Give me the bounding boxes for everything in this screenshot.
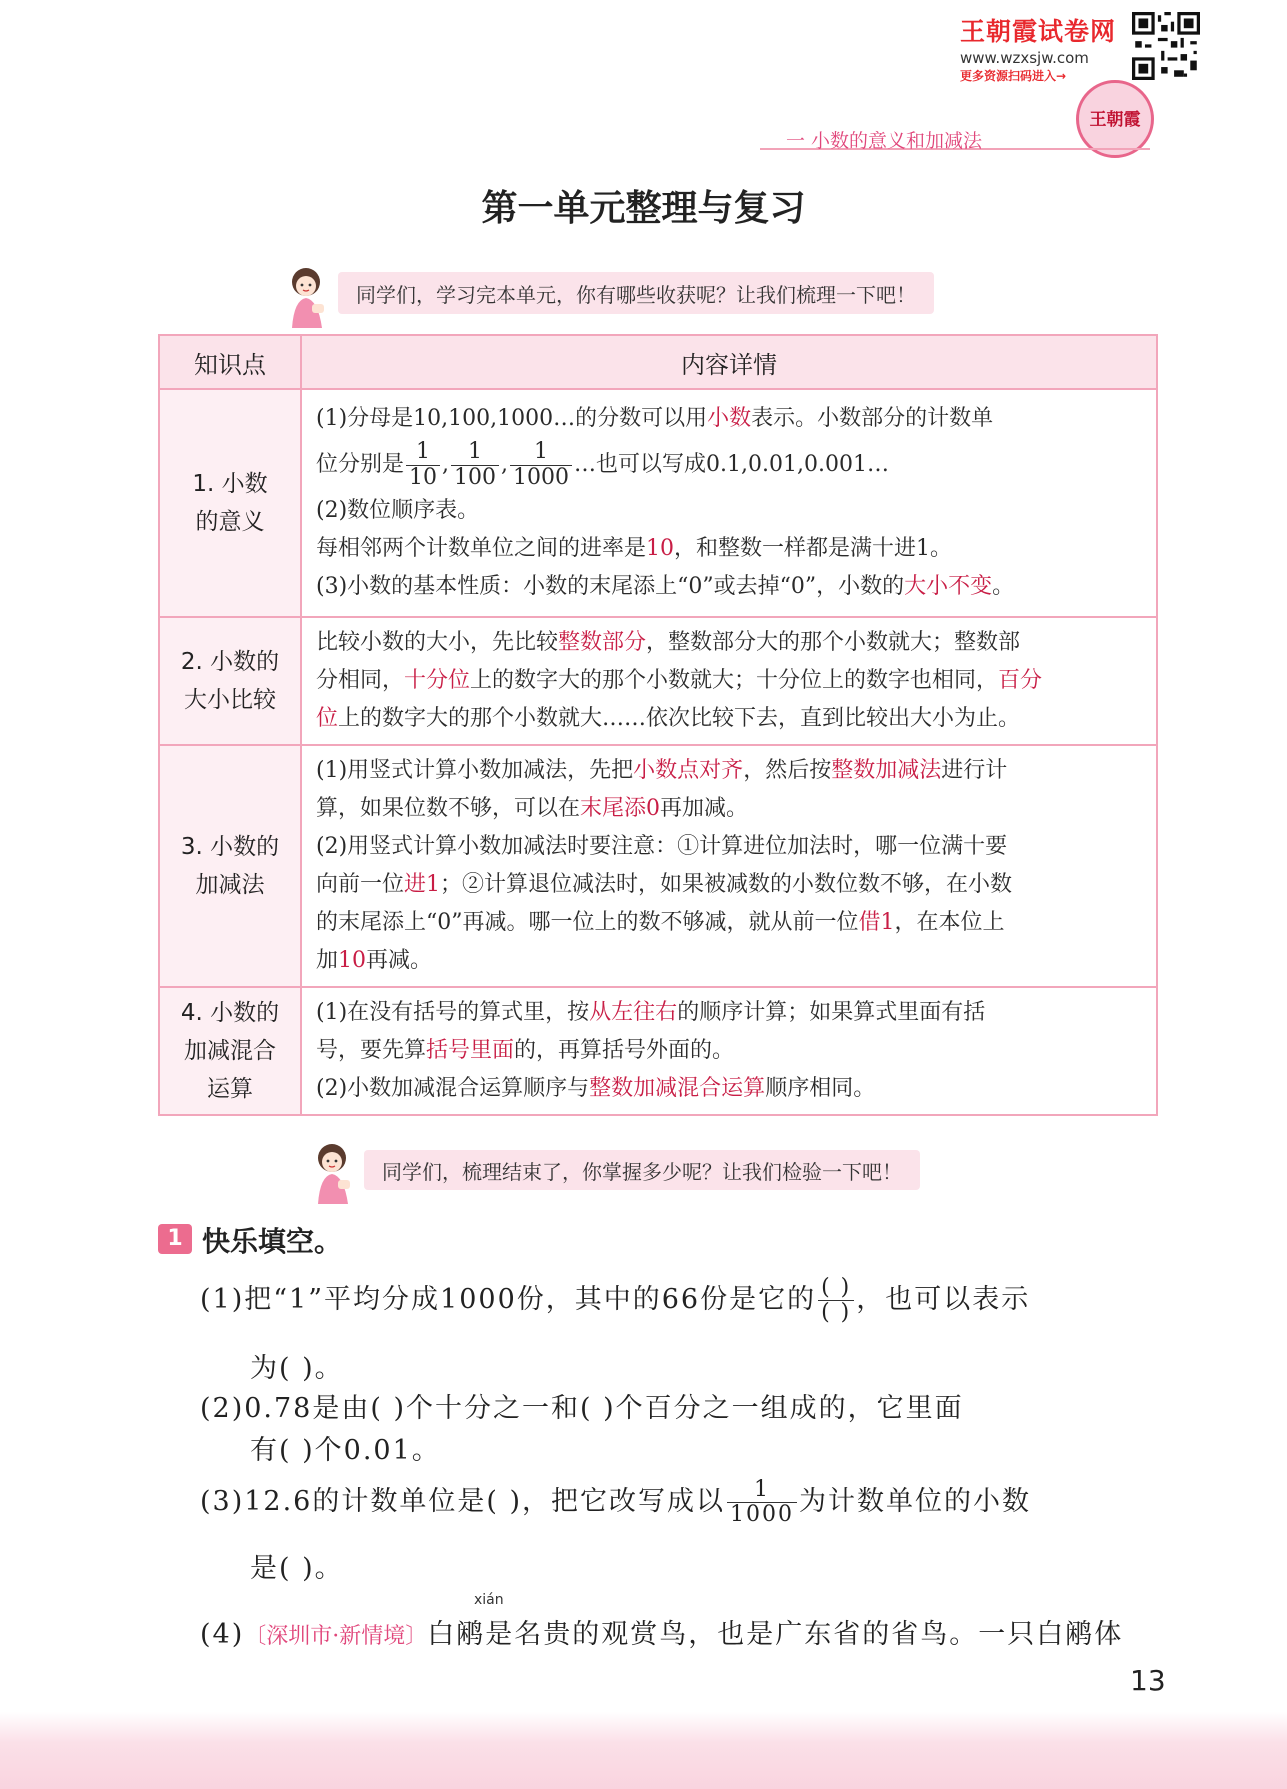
teacher-avatar-icon — [308, 1140, 360, 1204]
fraction-denominator[interactable]: ( ) — [821, 1300, 852, 1326]
brand-title: 王朝霞试卷网 — [960, 17, 1117, 46]
text: 加 — [316, 948, 339, 973]
highlight: 10 — [338, 948, 367, 973]
chapter-tag: 一 小数的意义和加减法 — [786, 130, 983, 152]
text: 。 — [992, 574, 1015, 599]
highlight: 10 — [646, 536, 675, 561]
text: ，和整数一样都是满十进1。 — [674, 536, 953, 561]
table-row — [159, 745, 1157, 987]
text: 的，再算括号外面的。 — [514, 1038, 735, 1063]
table-row — [159, 617, 1157, 745]
check-bubble: 同学们，梳理结束了，你掌握多少呢？让我们检验一下吧！ — [364, 1150, 920, 1190]
fraction-numerator[interactable]: ( ) — [818, 1276, 854, 1301]
topic-line: 3. 小数的 — [180, 834, 280, 860]
text: 表示。小数部分的计数单 — [751, 406, 994, 431]
question-text: 白鹇是名贵的观赏鸟，也是广东省的省鸟。一只白鹇体 — [427, 1619, 1124, 1650]
content-cell — [301, 617, 1157, 745]
topic-line: 加减法 — [195, 872, 265, 898]
text: 顺序相同。 — [765, 1076, 876, 1101]
fraction — [406, 440, 440, 489]
text: 比较小数的大小，先比较 — [316, 630, 559, 655]
brand-url[interactable]: www.wzxsjw.com — [960, 49, 1089, 67]
brand-block — [960, 12, 1130, 84]
text: 上的数字大的那个小数就大……依次比较下去，直到比较出大小为止。 — [338, 706, 1021, 731]
scene-tag: 〔深圳市·新情境〕 — [244, 1624, 428, 1649]
question-number: (4) — [200, 1619, 245, 1650]
page-title: 第一单元整理与复习 — [481, 188, 806, 229]
text: …也可以写成0.1,0.01,0.001… — [574, 452, 889, 477]
intro-bubble: 同学们，学习完本单元，你有哪些收获呢？让我们梳理一下吧！ — [338, 272, 934, 314]
highlight: 进1 — [404, 872, 441, 897]
question-2-line-1[interactable]: (2)0.78是由( )个十分之一和( )个百分之一组成的，它里面 — [200, 1393, 964, 1424]
text: 号，要先算 — [316, 1038, 427, 1063]
fraction-numerator: 1 — [510, 440, 572, 465]
text: 再加减。 — [660, 796, 749, 821]
knowledge-table — [158, 334, 1158, 1116]
text: ；②计算退位减法时，如果被减数的小数位数不够，在小数 — [440, 872, 1013, 897]
text: 上的数字大的那个小数就大；十分位上的数字也相同， — [470, 668, 999, 693]
text: (1)在没有括号的算式里，按 — [316, 1000, 590, 1025]
fraction — [451, 440, 499, 489]
topic-line: 大小比较 — [184, 687, 276, 713]
text: 的顺序计算；如果算式里面有括 — [677, 1000, 986, 1025]
topic-line: 2. 小数的 — [180, 649, 280, 675]
fraction — [727, 1478, 797, 1527]
question-text: (3)12.6的计数单位是( )，把它改写成以 — [200, 1486, 726, 1518]
text: ，然后按 — [743, 758, 832, 783]
topic-line: 加减混合 — [184, 1038, 276, 1064]
question-4-line-1 — [200, 1612, 1123, 1651]
brand-tag: 更多资源扫码进入→ — [960, 69, 1067, 83]
topic-cell — [159, 617, 301, 745]
topic-line: 的意义 — [195, 509, 265, 535]
topic-cell — [159, 389, 301, 617]
qr-code-icon[interactable] — [1132, 12, 1200, 80]
topic-cell — [159, 745, 301, 987]
table-row — [159, 987, 1157, 1115]
topic-line: 1. 小数 — [192, 471, 268, 497]
fraction-denominator: 10 — [409, 464, 438, 490]
text: 分相同， — [316, 668, 405, 693]
section-number-badge: 1 — [158, 1224, 192, 1254]
teacher-avatar-icon — [282, 264, 334, 328]
topic-cell — [159, 987, 301, 1115]
question-1-line-2[interactable]: 为( )。 — [250, 1353, 344, 1384]
content-cell — [301, 745, 1157, 987]
question-text: (1)把“1”平均分成1000份，其中的66份是它的 — [200, 1284, 817, 1316]
text: (1)分母是10,100,1000…的分数可以用 — [316, 406, 708, 431]
highlight: 百分 — [998, 668, 1043, 693]
highlight: 位 — [316, 706, 339, 731]
topic-line: 4. 小数的 — [180, 1000, 280, 1026]
highlight: 借1 — [858, 910, 895, 935]
text: (2)用竖式计算小数加减法时要注意：①计算进位加法时，哪一位满十要 — [316, 834, 1008, 859]
highlight: 小数 — [707, 406, 752, 431]
fraction-numerator: 1 — [451, 440, 499, 465]
section-title: 快乐填空。 — [202, 1225, 343, 1258]
content-cell: (1)分母是10,100,1000…的分数可以用小数表示。小数部分的计数单 位分别是 $\frac{1}{10}$ , $\frac{1}{100}$ , $\frac{1}{1000}$ …也可以写成0.1,0.01,0.001… (2)数位顺序表。 每相邻两个计数单位之间的进率是10，和整数一样都是满十进1。 (3)小数的基本性质：小数的末尾添上“0”或去掉“0”，小数的大小不变。 — [301, 389, 1157, 617]
fraction — [510, 440, 572, 489]
text: (3)小数的基本性质：小数的末尾添上“0”或去掉“0”，小数的 — [316, 574, 905, 599]
table-header-content: 内容详情 — [301, 335, 1157, 389]
topic-line: 运算 — [207, 1076, 253, 1102]
highlight: 小数点对齐 — [633, 758, 744, 783]
highlight: 整数加减法 — [831, 758, 942, 783]
text: 的末尾添上“0”再减。哪一位上的数不够减，就从前一位 — [316, 910, 859, 935]
fraction-denominator: 100 — [454, 464, 497, 490]
text: ，整数部分大的那个小数就大；整数部 — [646, 630, 1021, 655]
table-header-topic: 知识点 — [159, 335, 301, 389]
table-row — [159, 389, 1157, 617]
text: 位分别是 — [316, 452, 405, 477]
text: 向前一位 — [316, 872, 405, 897]
text: (1)用竖式计算小数加减法，先把 — [316, 758, 634, 783]
fraction-denominator: 1000 — [513, 464, 570, 490]
answer-fraction-blank[interactable] — [818, 1276, 854, 1325]
highlight: 十分位 — [404, 668, 471, 693]
text: 算，如果位数不够，可以在 — [316, 796, 581, 821]
question-text: 为计数单位的小数 — [799, 1486, 1032, 1518]
table-header-row — [159, 335, 1157, 389]
text: 每相邻两个计数单位之间的进率是 — [316, 536, 647, 561]
text: (2)数位顺序表。 — [316, 498, 480, 523]
question-3-line-1[interactable] — [200, 1478, 1031, 1527]
question-text: ，也可以表示 — [856, 1284, 1031, 1316]
brand-stamp — [1076, 80, 1154, 158]
fraction-numerator: 1 — [727, 1478, 797, 1503]
text: 再减。 — [366, 948, 433, 973]
text: 进行计 — [941, 758, 1008, 783]
highlight: 末尾添0 — [580, 796, 661, 821]
fraction-denominator: 1000 — [730, 1502, 795, 1528]
highlight: 从左往右 — [589, 1000, 678, 1025]
text: ，在本位上 — [894, 910, 1005, 935]
question-1-line-1 — [200, 1276, 1030, 1325]
question-3-line-2[interactable]: 是( )。 — [250, 1553, 344, 1584]
highlight: 括号里面 — [426, 1038, 515, 1063]
page-number: 13 — [1130, 1664, 1166, 1697]
highlight: 整数部分 — [558, 630, 647, 655]
text: (2)小数加减混合运算顺序与 — [316, 1076, 590, 1101]
highlight: 整数加减混合运算 — [589, 1076, 766, 1101]
question-2-line-2[interactable]: 有( )个0.01。 — [250, 1435, 441, 1466]
bottom-decoration — [0, 1712, 1287, 1789]
content-cell — [301, 987, 1157, 1115]
highlight: 大小不变 — [904, 574, 993, 599]
stamp-text: 王朝霞 — [1089, 110, 1141, 130]
pinyin-annotation: xián — [474, 1592, 504, 1608]
fraction-numerator: 1 — [406, 440, 440, 465]
